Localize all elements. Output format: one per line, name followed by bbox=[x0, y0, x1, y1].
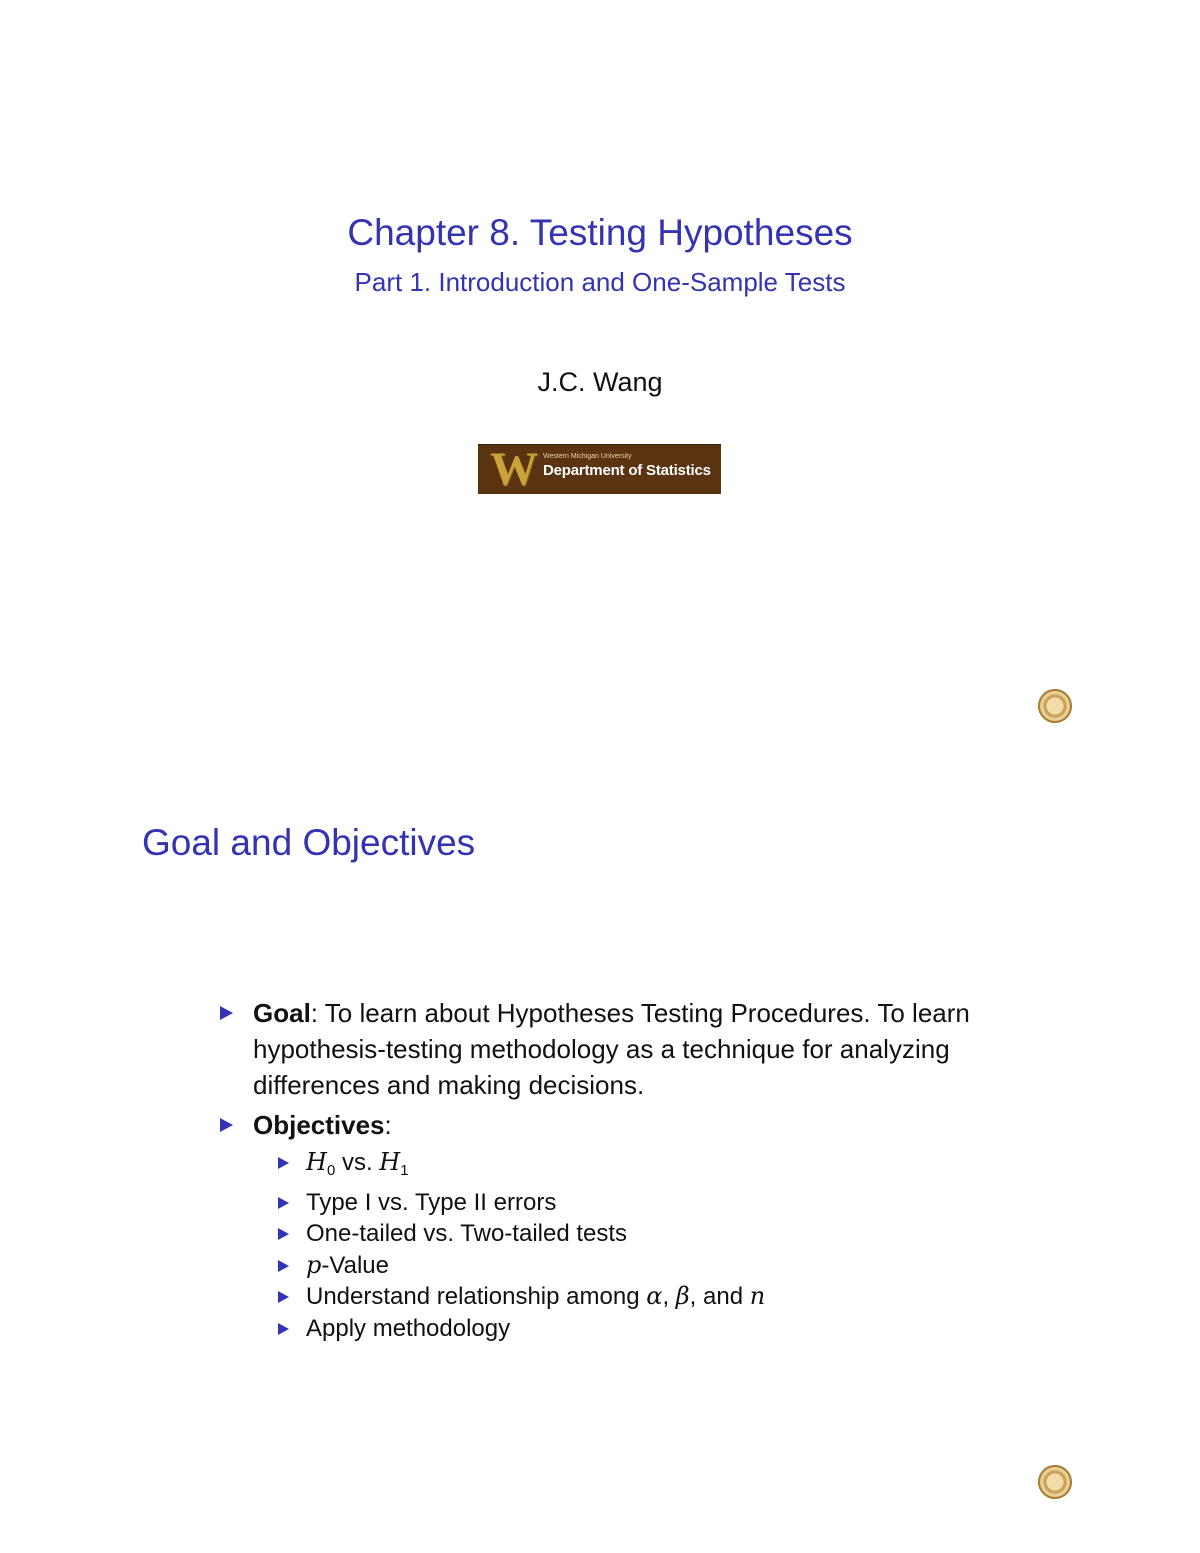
objectives-label: Objectives bbox=[253, 1110, 385, 1140]
separator: , bbox=[662, 1283, 676, 1310]
triangle-bullet-icon bbox=[278, 1228, 289, 1240]
department-logo bbox=[478, 444, 721, 494]
goal-text: : To learn about Hypotheses Testing Procedures. To learn hypothesis-testing methodology as a technique for analyzing differences and making decisions. bbox=[253, 998, 970, 1100]
vs-text: vs. bbox=[335, 1149, 380, 1176]
triangle-bullet-icon bbox=[278, 1260, 289, 1272]
h-symbol: H bbox=[306, 1148, 327, 1176]
author: J.C. Wang bbox=[537, 367, 663, 397]
list-item bbox=[278, 1313, 1000, 1345]
subscript-0: 0 bbox=[326, 1162, 336, 1179]
section-heading: Goal and Objectives bbox=[142, 822, 476, 863]
objectives-list bbox=[220, 995, 1000, 1344]
triangle-bullet-icon bbox=[220, 1118, 233, 1132]
list-item bbox=[278, 1147, 1000, 1187]
n-symbol: n bbox=[749, 1282, 766, 1310]
item-text: Understand relationship among bbox=[306, 1283, 647, 1310]
alpha-symbol: α bbox=[646, 1282, 663, 1310]
w-logo-icon: W bbox=[490, 443, 536, 496]
item-text: Apply methodology bbox=[306, 1314, 511, 1342]
goal-bullet bbox=[220, 995, 1000, 1103]
objectives-sublist bbox=[278, 1147, 1000, 1344]
slide-subtitle: Part 1. Introduction and One-Sample Tests bbox=[354, 267, 846, 297]
objectives-colon: : bbox=[384, 1110, 392, 1140]
item-text: Type I vs. Type II errors bbox=[306, 1188, 557, 1216]
separator: , and bbox=[689, 1283, 750, 1310]
university-seal-icon bbox=[1038, 1465, 1072, 1499]
h-symbol: H bbox=[379, 1148, 401, 1176]
objectives-bullet bbox=[220, 1107, 1000, 1143]
triangle-bullet-icon bbox=[278, 1291, 289, 1303]
triangle-bullet-icon bbox=[278, 1323, 289, 1335]
logo-university: Western Michigan University bbox=[543, 453, 632, 460]
slide-title: Chapter 8. Testing Hypotheses bbox=[347, 212, 853, 253]
p-symbol: p bbox=[306, 1250, 322, 1279]
triangle-bullet-icon bbox=[220, 1006, 233, 1020]
list-item bbox=[278, 1187, 1000, 1219]
triangle-bullet-icon bbox=[278, 1157, 289, 1169]
list-item bbox=[278, 1218, 1000, 1250]
item-text: -Value bbox=[321, 1251, 389, 1279]
triangle-bullet-icon bbox=[278, 1197, 289, 1209]
list-item bbox=[278, 1250, 1000, 1282]
beta-symbol: β bbox=[675, 1282, 690, 1310]
goal-label: Goal bbox=[253, 998, 311, 1028]
logo-department: Department of Statistics bbox=[543, 462, 711, 479]
subscript-1: 1 bbox=[400, 1162, 409, 1179]
list-item bbox=[278, 1281, 1000, 1313]
item-text: One-tailed vs. Two-tailed tests bbox=[306, 1220, 628, 1247]
university-seal-icon bbox=[1038, 689, 1072, 723]
